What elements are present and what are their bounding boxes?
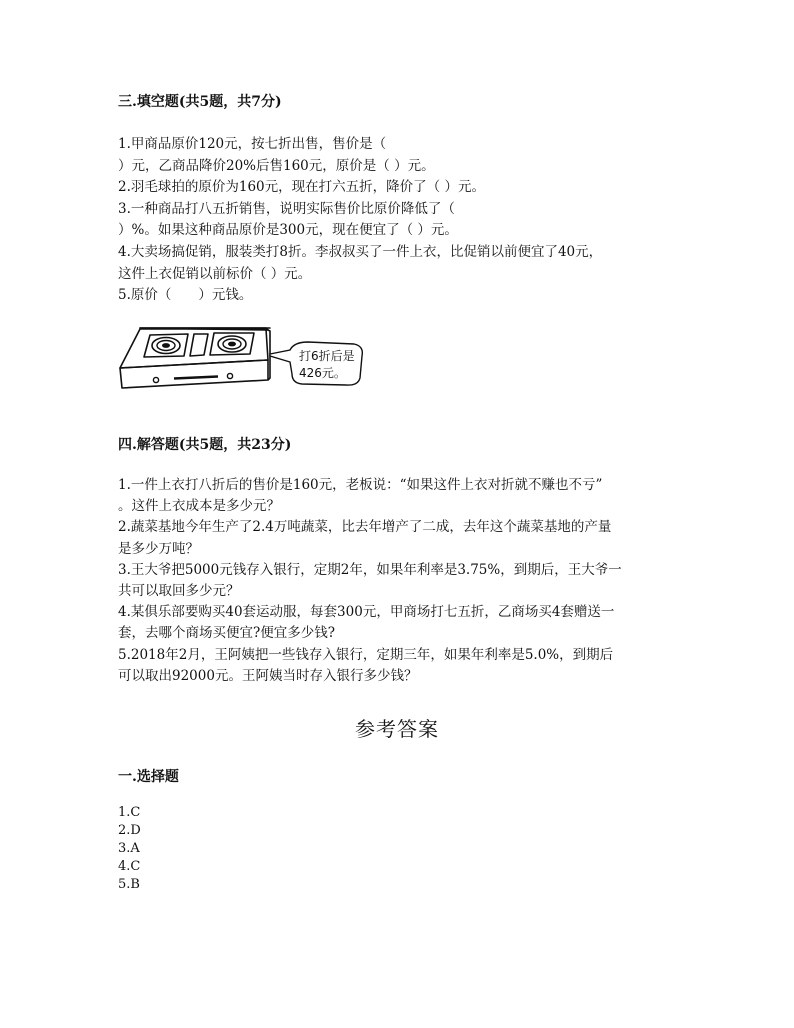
price-tag: [270, 342, 362, 385]
price-tag-line-2: 426元。: [299, 366, 346, 380]
section-3-line: 4.大卖场搞促销，服装类打8折。李叔叔买了一件上衣，比促销以前便宜了40元，: [118, 243, 603, 260]
section-4-title: 四.解答题(共5题，共23分): [118, 437, 292, 453]
section-3-questions: [118, 134, 678, 307]
section-4-line: 。这件上衣成本是多少元？: [118, 498, 280, 515]
burner-right-icon: [218, 336, 246, 352]
section-3-line: ）%。如果这种商品原价是300元，现在便宜了（ ）元。: [118, 222, 458, 239]
section-4-questions: [118, 475, 678, 687]
gas-stove-figure: [118, 322, 378, 394]
section-4-line: 2.蔬菜基地今年生产了2.4万吨蔬菜，比去年增产了二成，去年这个蔬菜基地的产量: [118, 519, 612, 536]
answer-item: 5.B: [118, 877, 140, 892]
section-4-line: 1.一件上衣打八折后的售价是160元，老板说：“如果这件上衣对折就不赚也不亏”: [118, 477, 603, 493]
section-4-line: 3.王大爷把5000元钱存入银行，定期2年，如果年利率是3.75%，到期后，王大爷一: [118, 561, 622, 578]
burner-left-icon: [152, 338, 180, 354]
section-3-title: 三.填空题(共5题，共7分): [118, 94, 282, 110]
answers-list: [118, 804, 141, 894]
answers-section-1-title: 一.选择题: [118, 769, 179, 785]
section-3-line: 1.甲商品原价120元，按七折出售，售价是（: [118, 136, 387, 152]
price-tag-line-1: 打6折后是: [299, 349, 355, 363]
section-4-line: 共可以取回多少元？: [118, 582, 240, 599]
answers-title: 参考答案: [355, 717, 439, 741]
answer-item: 3.A: [118, 841, 140, 856]
section-4-line: 4.某俱乐部要购买40套运动服，每套300元，甲商场打七五折，乙商场买4套赠送一: [118, 604, 615, 621]
section-4-line: 是多少万吨？: [118, 540, 199, 557]
section-3-line: ）元，乙商品降价20%后售160元，原价是（ ）元。: [118, 157, 435, 174]
knob-left-icon: [153, 377, 158, 382]
section-3-line: 2.羽毛球拍的原价为160元，现在打六五折，降价了（ ）元。: [118, 179, 485, 196]
section-3-line: 这件上衣促销以前标价（ ）元。: [118, 265, 312, 282]
section-4-line: 套，去哪个商场买便宜?便宜多少钱?: [118, 625, 335, 642]
answer-item: 1.C: [118, 805, 141, 820]
section-3-line: 3.一种商品打八五折销售，说明实际售价比原价降低了（: [118, 200, 455, 217]
answer-item: 4.C: [118, 859, 141, 874]
section-4-line: 5.2018年2月，王阿姨把一些钱存入银行，定期三年，如果年利率是5.0%，到期后: [118, 646, 614, 663]
answer-item: 2.D: [118, 823, 141, 838]
section-3-line: 5.原价（ ）元钱。: [118, 287, 253, 304]
section-4-line: 可以取出92000元。王阿姨当时存入银行多少钱？: [118, 667, 418, 684]
knob-right-icon: [227, 373, 232, 378]
